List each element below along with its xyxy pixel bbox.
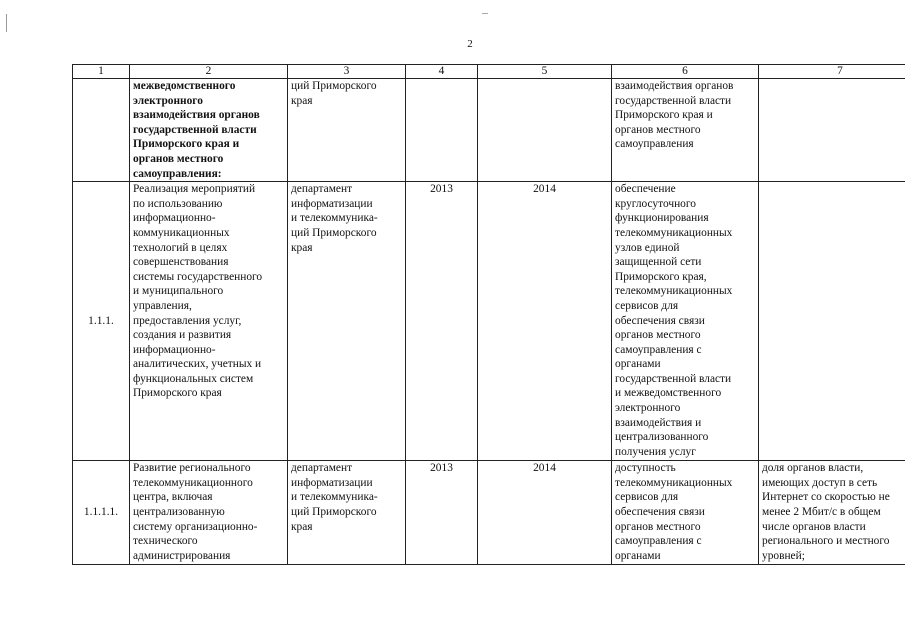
- end-year-cell: 2014: [478, 461, 612, 565]
- start-year-cell: [406, 79, 478, 182]
- column-header: 4: [406, 65, 478, 79]
- end-year-cell: [478, 79, 612, 182]
- indicator-cell: [759, 182, 905, 461]
- row-number-cell: 1.1.1.: [73, 182, 130, 461]
- column-header: 3: [288, 65, 406, 79]
- start-year-cell: 2013: [406, 461, 478, 565]
- column-header: 6: [612, 65, 759, 79]
- activity-name-cell: Развитие регионального телекоммуникационного центра, включая централизованную систему организационно- технического администрирования: [130, 461, 288, 565]
- scan-edge-mark: [6, 14, 7, 32]
- scan-dust-mark: [482, 13, 488, 14]
- column-header: 7: [759, 65, 905, 79]
- activity-name-cell: межведомственного электронного взаимодействия органов государственной власти Приморского края и органов местного самоуправления:: [130, 79, 288, 182]
- expected-result-cell: доступность телекоммуникационных сервисов для обеспечения связи органов местного самоуправления с органами: [612, 461, 759, 565]
- expected-result-cell: взаимодействия органов государственной власти Приморского края и органов местного самоуправления: [612, 79, 759, 182]
- end-year-cell: 2014: [478, 182, 612, 461]
- executor-cell: департамент информатизации и телекоммуника- ций Приморского края: [288, 182, 406, 461]
- table-row: [73, 79, 905, 182]
- row-number-cell: 1.1.1.1.: [73, 461, 130, 565]
- column-header: 5: [478, 65, 612, 79]
- table-row: [73, 461, 905, 565]
- expected-result-cell: обеспечение круглосуточного функционирования телекоммуникационных узлов единой защищенной сети Приморского края, телекоммуникационных сервисов для обеспечения связи органов местного самоуправления с органами государственной власти и межведомственного электронного взаимодействия и централизованного получения услуг: [612, 182, 759, 461]
- row-number-cell: [73, 79, 130, 182]
- column-header: 2: [130, 65, 288, 79]
- column-header: 1: [73, 65, 130, 79]
- activity-name-cell: Реализация мероприятий по использованию информационно- коммуникационных технологий в целях совершенствования системы государственного и муниципального управления, предоставления услуг, создания и развития информационно- аналитических, учетных и функциональных систем Приморского края: [130, 182, 288, 461]
- indicator-cell: [759, 79, 905, 182]
- indicator-cell: доля органов власти, имеющих доступ в сеть Интернет со скоростью не менее 2 Мбит/с в общем числе органов власти регионального и местного уровней;: [759, 461, 905, 565]
- program-activities-table: [72, 64, 905, 565]
- executor-cell: ций Приморского края: [288, 79, 406, 182]
- table-header-row: [73, 65, 905, 79]
- page-number: 2: [467, 38, 473, 50]
- executor-cell: департамент информатизации и телекоммуника- ций Приморского края: [288, 461, 406, 565]
- table-row: [73, 182, 905, 461]
- start-year-cell: 2013: [406, 182, 478, 461]
